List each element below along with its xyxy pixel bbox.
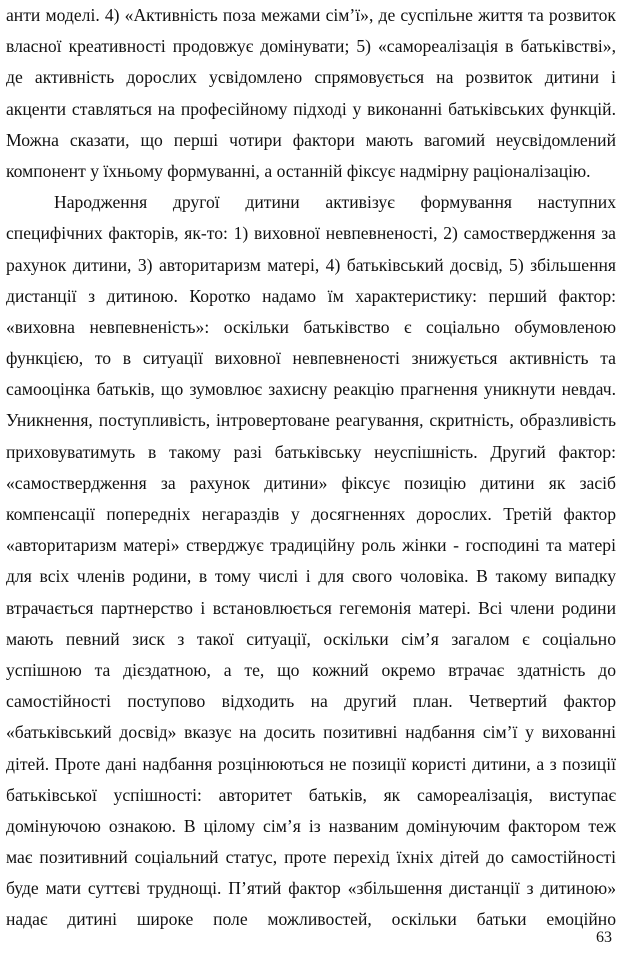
- text-line: батьківської успішності: авторитет батьків, як самореалізація, виступає: [6, 784, 616, 805]
- text-line: власної креативності продовжує домінувати; 5) «самореалізація в батьківстві»,: [6, 36, 616, 57]
- text-line: дистанції з дитиною. Коротко надамо їм характеристику: перший фактор:: [6, 285, 616, 306]
- text-line: дітей. Проте дані надбання розцінюються не позиції користі дитини, а з позиції: [6, 753, 616, 774]
- text-line: самостійності поступово відходить на другий план. Четвертий фактор: [6, 691, 616, 712]
- text-line: функцією, то в ситуації виховної невпевненості знижується активність та: [6, 348, 616, 369]
- text-line: домінуючою ознакою. В цілому сім’я із названим домінуючим фактором теж: [6, 815, 616, 836]
- text-line: втрачається партнерство і встановлюється гегемонія матері. Всі члени родини: [6, 597, 616, 618]
- text-line: «батьківський досвід» вказує на досить позитивні надбання сім’ї у вихованні: [6, 722, 616, 743]
- text-line: самооцінка батьків, що зумовлює захисну реакцію прагнення уникнути невдач.: [6, 379, 616, 400]
- text-line: «самоствердження за рахунок дитини» фіксує позицію дитини як засіб: [6, 472, 616, 493]
- text-line: компенсації попередніх негараздів у досягненнях дорослих. Третій фактор: [6, 504, 616, 524]
- text-line: «авторитаризм матері» стверджує традиційну роль жінки - господині та матері: [6, 535, 616, 556]
- text-line: буде мати суттєві труднощі. П’ятий фактор «збільшення дистанції з дитиною»: [6, 878, 616, 899]
- paragraph-first-line: Народження другої дитини активізує формування наступних: [54, 192, 616, 213]
- text-line: рахунок дитини, 3) авторитаризм матері, 4) батьківський досвід, 5) збільшення: [6, 254, 616, 275]
- text-line: має позитивний соціальний статус, проте перехід їхніх дітей до самостійності: [6, 847, 616, 868]
- text-line: мають певний зиск з такої ситуації, оскільки сім’я загалом є соціально: [6, 628, 616, 649]
- text-line: специфічних факторів, як-то: 1) виховної невпевненості, 2) самоствердження за: [6, 223, 616, 244]
- text-line: надає дитині широке поле можливостей, оскільки батьки емоційно: [6, 909, 616, 930]
- page-number: 63: [596, 929, 612, 946]
- text-line: успішною та дієздатною, а те, що кожний окремо втрачає здатність до: [6, 659, 616, 680]
- text-line: Можна сказати, що перші чотири фактори мають вагомий неусвідомлений: [6, 129, 616, 150]
- text-line: де активність дорослих усвідомлено спрямовується на розвиток дитини і: [6, 67, 616, 88]
- text-line: анти моделі. 4) «Активність поза межами сім’ї», де суспільне життя та розвиток: [6, 5, 616, 25]
- text-line: «виховна невпевненість»: оскільки батьківство є соціально обумовленою: [6, 316, 616, 337]
- text-line: приховуватимуть в такому разі батьківську неуспішність. Другий фактор:: [6, 441, 616, 462]
- body-text: [6, 0, 616, 936]
- text-line: Уникнення, поступливість, інтровертоване реагування, скритність, образливість: [6, 410, 616, 431]
- text-line: компонент у їхньому формуванні, а останній фіксує надмірну раціоналізацію.: [6, 160, 591, 181]
- text-line: акценти ставляться на професійному підході у виконанні батьківських функцій.: [6, 98, 616, 119]
- text-line: для всіх членів родини, в тому числі і для свого чоловіка. В такому випадку: [6, 566, 616, 587]
